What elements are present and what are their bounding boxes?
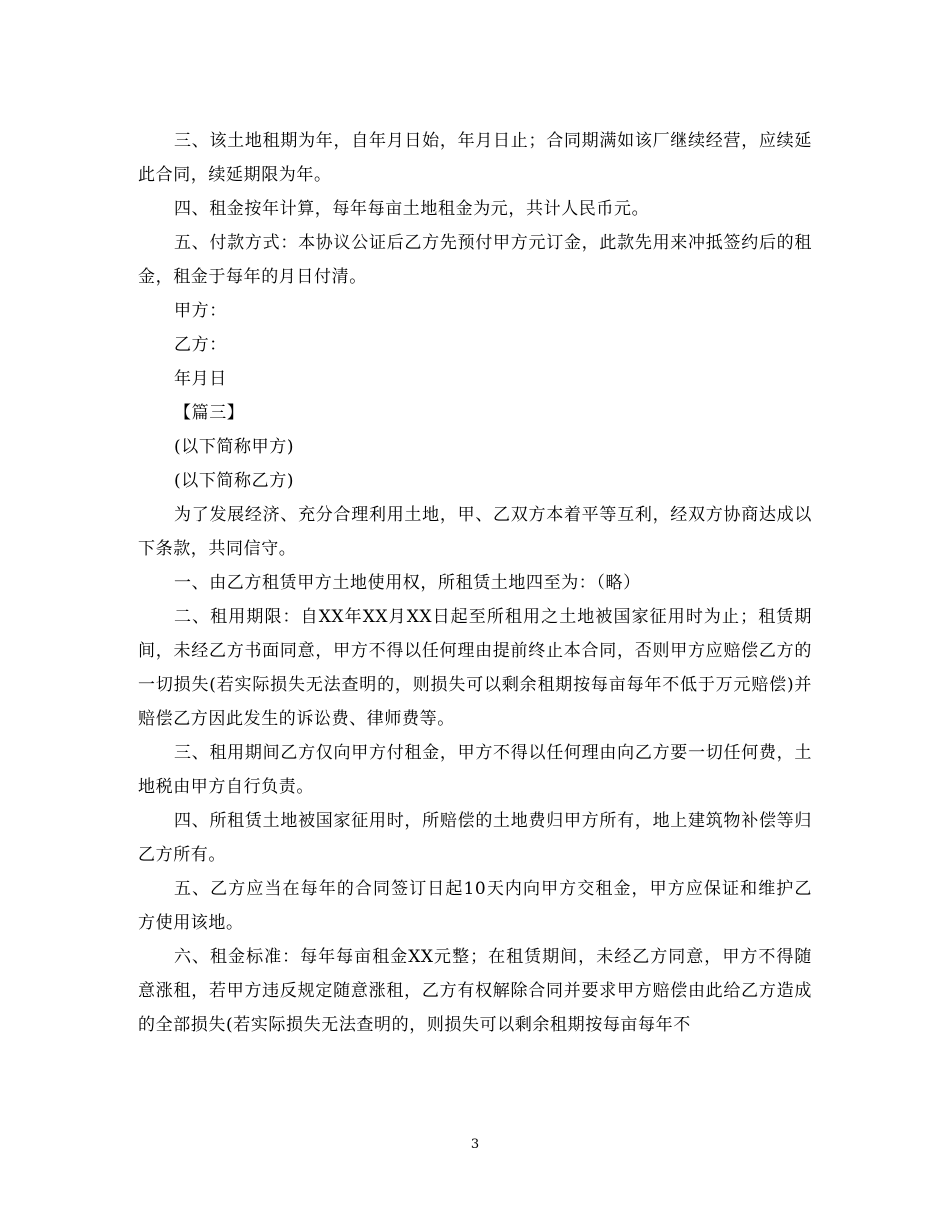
clause-4: 四、所租赁土地被国家征用时，所赔偿的土地费归甲方所有，地上建筑物补偿等归乙方所有。 <box>138 811 812 865</box>
clause-5: 五、乙方应当在每年的合同签订日起10天内向甲方交租金，甲方应保证和维护乙方使用该地。 <box>138 879 812 933</box>
signature-party-a: 甲方： <box>174 301 227 321</box>
signature-date: 年月日 <box>174 369 227 389</box>
paragraph-preamble: 为了发展经济、充分合理利用土地，甲、乙双方本着平等互利，经双方协商达成以下条款，共同信守。 <box>138 505 812 559</box>
party-a-line: (以下简称甲方) <box>174 437 295 457</box>
signature-party-b: 乙方： <box>174 335 227 355</box>
party-b-line: (以下简称乙方) <box>174 471 295 491</box>
document-body <box>138 124 812 1042</box>
clause-3: 三、租用期间乙方仅向甲方付租金，甲方不得以任何理由向乙方要一切任何费，土地税由甲方自行负责。 <box>138 743 812 797</box>
clause-1: 一、由乙方租赁甲方土地使用权，所租赁土地四至为：（略） <box>174 573 641 593</box>
paragraph-rent: 四、租金按年计算，每年每亩土地租金为元，共计人民币元。 <box>174 199 650 219</box>
section-heading: 【篇三】 <box>174 403 245 423</box>
paragraph-term: 三、该土地租期为年，自年月日始，年月日止；合同期满如该厂继续经营，应续延此合同，续延期限为年。 <box>138 131 812 185</box>
page-number: 3 <box>470 1137 480 1152</box>
paragraph-payment: 五、付款方式：本协议公证后乙方先预付甲方元订金，此款先用来冲抵签约后的租金，租金于每年的月日付清。 <box>138 233 812 287</box>
clause-6: 六、租金标准：每年每亩租金XX元整；在租赁期间，未经乙方同意，甲方不得随意涨租，若甲方违反规定随意涨租，乙方有权解除合同并要求甲方赔偿由此给乙方造成的全部损失(若实际损失无法查明的，则损失可以剩余租期按每亩每年不 <box>138 947 812 1035</box>
clause-2: 二、租用期限：自XX年XX月XX日起至所租用之土地被国家征用时为止；租赁期间，未经乙方书面同意，甲方不得以任何理由提前终止本合同，否则甲方应赔偿乙方的一切损失(若实际损失无法查明的，则损失可以剩余租期按每亩每年不低于万元赔偿)并赔偿乙方因此发生的诉讼费、律师费等。 <box>138 607 812 729</box>
